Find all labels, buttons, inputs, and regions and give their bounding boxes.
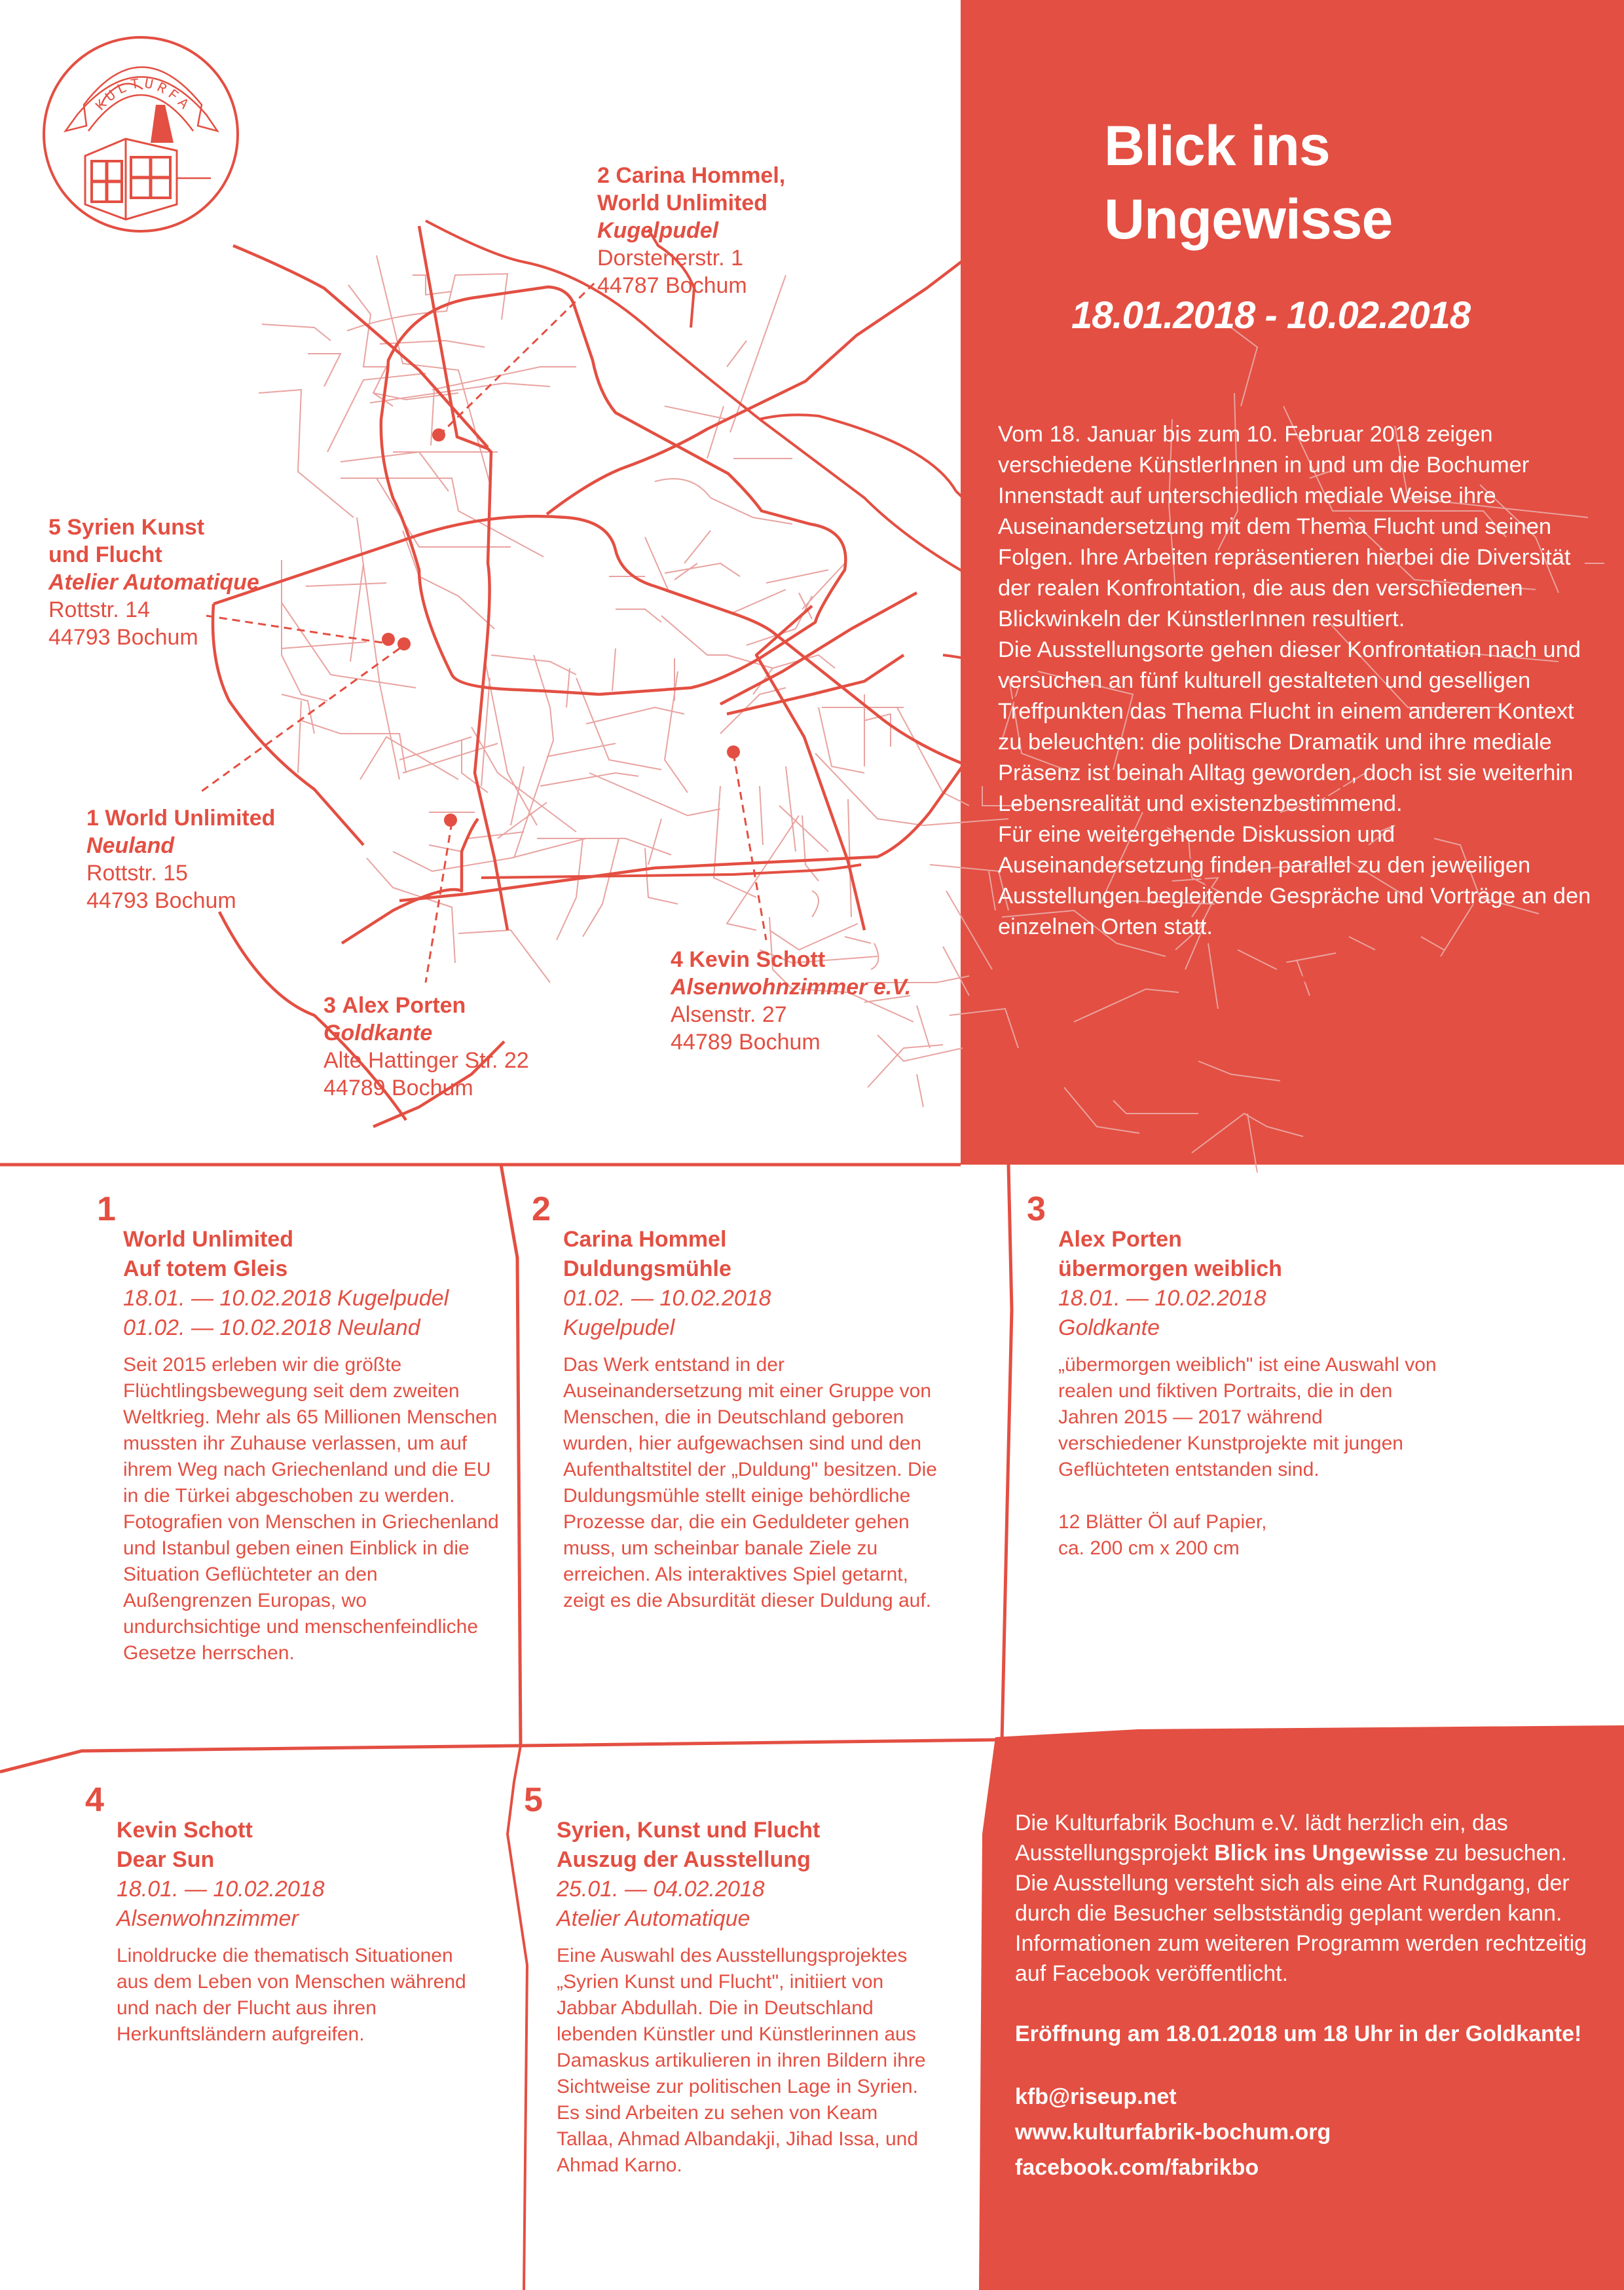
intro-paragraph: Die Ausstellungsorte gehen dieser Konfrontation nach und versuchen an fünf kulturell gestalteten und geselligen Treffpunkten das Thema Flucht in einem anderen Kontext zu beleuchten: die politische Dramatik und ihre mediale Präsenz ist beinah Alltag geworden, doch ist sie weiterhin Lebensrealität und existenzbestimmend. xyxy=(998,637,1581,816)
facebook-link[interactable]: facebook.com/fabrikbo xyxy=(1015,2155,1259,2180)
section-3 xyxy=(1027,1192,1472,1562)
section-work-title: Auf totem Gleis xyxy=(123,1256,288,1281)
section-body: Seit 2015 erleben wir die größte Flüchtlingsbewegung seit dem zweiten Weltkrieg. Mehr als 65 Millionen Menschen mussten ihr Zuhause verlassen, um auf ihrem Weg nach Griechenland und die EU in die Türkei abgeschoben zu werden. xyxy=(123,1354,498,1507)
project-name: Blick ins Ungewisse xyxy=(1214,1841,1429,1866)
section-body: „übermorgen weiblich" ist eine Auswahl von realen und fiktiven Portraits, die in den Jahren 2015 — 2017 während verschiedener Kunstprojekte mit jungen Geflüchteten entstanden sind. xyxy=(1058,1354,1437,1480)
section-medium: 12 Blätter Öl auf Papier, xyxy=(1058,1511,1267,1533)
section-date: 01.02. — 10.02.2018 xyxy=(563,1286,771,1311)
map-label-5[interactable]: 5 Syrien Kunst und Flucht Atelier Automatique Rottstr. 14 44793 Bochum xyxy=(48,515,259,650)
section-venue: Atelier Automatique xyxy=(557,1906,750,1931)
map-label-1[interactable]: 1 World Unlimited Neuland Rottstr. 15 44793 Bochum xyxy=(86,806,276,913)
marker-3[interactable] xyxy=(444,814,457,827)
section-work-title: übermorgen weiblich xyxy=(1058,1256,1282,1281)
section-venue: Kugelpudel xyxy=(563,1315,675,1340)
section-number: 2 xyxy=(532,1190,551,1228)
section-number: 3 xyxy=(1027,1190,1046,1228)
map-label-4[interactable]: 4 Kevin Schott Alsenwohnzimmer e.V. Alsenstr. 27 44789 Bochum xyxy=(671,947,912,1055)
page-title xyxy=(1104,110,1392,257)
section-body: Eine Auswahl des Ausstellungsprojektes „Syrien Kunst und Flucht", initiiert von Jabbar Abdullah. Die in Deutschland lebenden Künstler und Künstlerinnen aus Damaskus artikulieren in ihren Bildern ihre Sichtweise zur politischen Lage in Syrien. Es sind Arbeiten zu sehen von Keam Tallaa, Ahmad Albandakji, Jihad Issa, und Ahmad Karno. xyxy=(557,1945,926,2176)
section-work-title: Auszug der Ausstellung xyxy=(557,1847,811,1872)
section-venue: Goldkante xyxy=(1058,1315,1160,1340)
section-dimensions: ca. 200 cm x 200 cm xyxy=(1058,1537,1240,1559)
marker-1[interactable] xyxy=(397,637,411,650)
section-artist: Syrien, Kunst und Flucht xyxy=(557,1818,821,1843)
marker-5[interactable] xyxy=(382,633,395,646)
intro-paragraph: Für eine weitergehende Diskussion und Auseinandersetzung finden parallel zu den jeweiligen Ausstellungen begleitende Gespräche und Vorträge an den einzelnen Orten statt. xyxy=(998,822,1591,939)
section-artist: Kevin Schott xyxy=(117,1818,253,1843)
section-number: 5 xyxy=(524,1781,543,1819)
section-2 xyxy=(532,1192,951,1614)
contact-list xyxy=(1015,2079,1591,2185)
svg-text:KULTURFABRIK: KULTURFABRIK xyxy=(33,21,194,116)
section-venue: Alsenwohnzimmer xyxy=(117,1906,299,1931)
section-date: 18.01. — 10.02.2018 Kugelpudel xyxy=(123,1286,449,1311)
section-body: Das Werk entstand in der Auseinandersetzung mit einer Gruppe von Menschen, die in Deutschland geboren wurden, hier aufgewachsen sind und den Aufenthaltstitel der „Duldung" besitzen. Die Duldungsmühle stellt einige behördliche Prozesse dar, die ein Geduldeter gehen muss, um scheinbar banale Ziele zu erreichen. Als interaktives Spiel getarnt, zeigt es die Absurdität dieser Duldung auf. xyxy=(563,1354,937,1611)
map-label-3[interactable]: 3 Alex Porten Goldkante Alte Hattinger Str. 22 44789 Bochum xyxy=(323,993,529,1100)
marker-2[interactable] xyxy=(432,428,445,441)
map-label-2[interactable]: 2 Carina Hommel, World Unlimited Kugelpudel Dorstenerstr. 1 44787 Bochum xyxy=(597,163,786,298)
section-body: Linoldrucke die thematisch Situationen aus dem Leben von Menschen während und nach der Flucht aus ihren Herkunftsländern aufgreifen. xyxy=(117,1945,466,2045)
marker-4[interactable] xyxy=(727,745,740,759)
section-artist: World Unlimited xyxy=(123,1227,294,1252)
section-work-title: Dear Sun xyxy=(117,1847,215,1872)
invitation-text: Die Kulturfabrik Bochum e.V. lädt herzlich ein, das Ausstellungsprojekt Blick ins Ungewisse zu besuchen. Die Ausstellung versteht sich als eine Art Rundgang, der durch die Besucher selbstständig geplant werden kann. Informationen zum weiteren Programm werden rechtzeitig auf Facebook veröffentlicht. Eröffnung am 18.01.2018 um 18 Uhr in der Goldkante! kfb@riseup.net www.kulturfabrik-bochum.org facebook.com/fabrikbo xyxy=(1015,1808,1591,2185)
section-artist: Carina Hommel xyxy=(563,1227,727,1252)
section-date: 18.01. — 10.02.2018 xyxy=(117,1877,325,1902)
section-date: 01.02. — 10.02.2018 Neuland xyxy=(123,1315,420,1340)
section-number: 1 xyxy=(97,1190,116,1228)
section-5 xyxy=(524,1783,956,2179)
opening-notice: Eröffnung am 18.01.2018 um 18 Uhr in der Goldkante! xyxy=(1015,2021,1582,2046)
exhibition-date-range: 18.01.2018 - 10.02.2018 xyxy=(1071,294,1471,337)
section-1 xyxy=(97,1192,503,1666)
location-markers xyxy=(382,428,740,827)
website-link[interactable]: www.kulturfabrik-bochum.org xyxy=(1015,2120,1331,2145)
intro-text xyxy=(998,419,1600,943)
section-body: Fotografien von Menschen in Griechenland und Istanbul geben einen Einblick in die Situation Geflüchteter an den Außengrenzen Europas, wo undurchsichtige und menschenfeindliche Gesetze herrschen. xyxy=(123,1511,499,1664)
title-line-1: Blick ins xyxy=(1104,115,1330,178)
email-link[interactable]: kfb@riseup.net xyxy=(1015,2084,1177,2109)
section-work-title: Duldungsmühle xyxy=(563,1256,731,1281)
section-date: 18.01. — 10.02.2018 xyxy=(1058,1286,1266,1311)
section-number: 4 xyxy=(85,1781,104,1819)
intro-paragraph: Vom 18. Januar bis zum 10. Februar 2018 zeigen verschiedene KünstlerInnen in und um die Bochumer Innenstadt auf unterschiedlich mediale Weise ihre Auseinandersetzung mit dem Thema Flucht und seinen Folgen. Ihre Arbeiten repräsentieren hierbei die Diversität der realen Konfrontation, die aus den verschiedenen Blickwinkeln der KünstlerInnen resultiert. xyxy=(998,422,1571,631)
leader-lines xyxy=(200,282,766,983)
section-4 xyxy=(85,1783,504,2048)
section-date: 25.01. — 04.02.2018 xyxy=(557,1877,765,1902)
title-line-2: Ungewisse xyxy=(1104,187,1393,251)
section-artist: Alex Porten xyxy=(1058,1227,1182,1252)
